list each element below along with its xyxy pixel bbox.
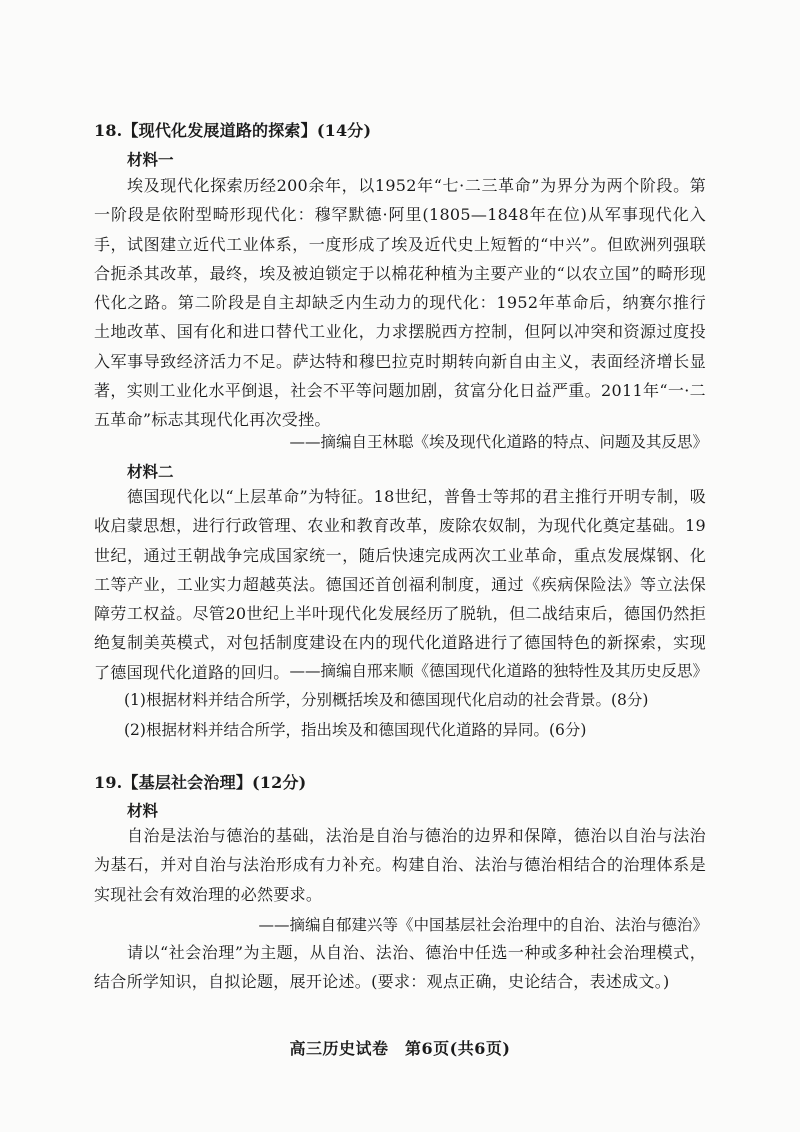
material-1-title: 材料一 bbox=[127, 150, 174, 169]
material-19-source: ——摘编自郁建兴等《中国基层社会治理中的自治、法治与德治》 bbox=[258, 916, 708, 934]
question-19-heading: 19.【基层社会治理】(12分) bbox=[94, 773, 307, 792]
material-1-source: ——摘编自王林聪《埃及现代化道路的特点、问题及其反思》 bbox=[289, 433, 708, 451]
page-footer: 高三历史试卷 第6页(共6页) bbox=[289, 1039, 511, 1058]
question-18-part-2: (2)根据材料并结合所学，指出埃及和德国现代化道路的异同。(6分) bbox=[124, 721, 587, 739]
question-18-part-1: (1)根据材料并结合所学，分别概括埃及和德国现代化启动的社会背景。(8分) bbox=[124, 691, 649, 709]
material-2-text: 德国现代化以“上层革命”为特征。18世纪，普鲁士等邦的君主推行开明专制，吸收启蒙思想，进行行政管理、农业和教育改革，废除农奴制，为现代化奠定基础。19世纪，通过王朝战争完成国家统一，随后快速完成两次工业革命，重点发展煤钢、化工等产业，工业实力超越英法。德国还首创福利制度，通过《疾病保险法》等立法保障劳工权益。尽管20世纪上半叶现代化发展经历了脱轨，但二战结束后，德国仍然拒绝复制美英模式，对包括制度建设在内的现代化道路进行了德国特色的新探索，实现了德国现代化道路的回归。 bbox=[94, 487, 706, 682]
material-1-text: 埃及现代化探索历经200余年，以1952年“七·二三革命”为界分为两个阶段。第一阶段是依附型畸形现代化：穆罕默德·阿里(1805—1848年在位)从军事现代化入手，试图建立近代工业体系，一度形成了埃及近代史上短暂的“中兴”。但欧洲列强联合扼杀其改革，最终，埃及被迫锁定于以棉花种植为主要产业的“以农立国”的畸形现代化之路。第二阶段是自主却缺乏内生动力的现代化：1952年革命后，纳赛尔推行土地改革、国有化和进口替代工业化，力求摆脱西方控制，但阿以冲突和资源过度投入军事导致经济活力不足。萨达特和穆巴拉克时期转向新自由主义，表面经济增长显著，实则工业化水平倒退，社会不平等问题加剧，贫富分化日益严重。2011年“一·二五革命”标志其现代化再次受挫。 bbox=[94, 176, 706, 430]
material-2-source: ——摘编自邢来顺《德国现代化道路的独特性及其历史反思》 bbox=[289, 662, 708, 680]
question-18-heading: 18.【现代化发展道路的探索】(14分) bbox=[94, 121, 372, 140]
material-2-title: 材料二 bbox=[127, 462, 174, 481]
question-19-prompt: 请以“社会治理”为主题，从自治、法治、德治中任选一种或多种社会治理模式，结合所学知识，自拟论题，展开论述。(要求：观点正确，史论结合，表述成文。) bbox=[94, 943, 706, 992]
material-19-title: 材料 bbox=[127, 801, 159, 820]
material-19-text: 自治是法治与德治的基础，法治是自治与德治的边界和保障，德治以自治与法治为基石，并对自治与法治形成有力补充。构建自治、法治与德治相结合的治理体系是实现社会有效治理的必然要求。 bbox=[94, 826, 706, 904]
